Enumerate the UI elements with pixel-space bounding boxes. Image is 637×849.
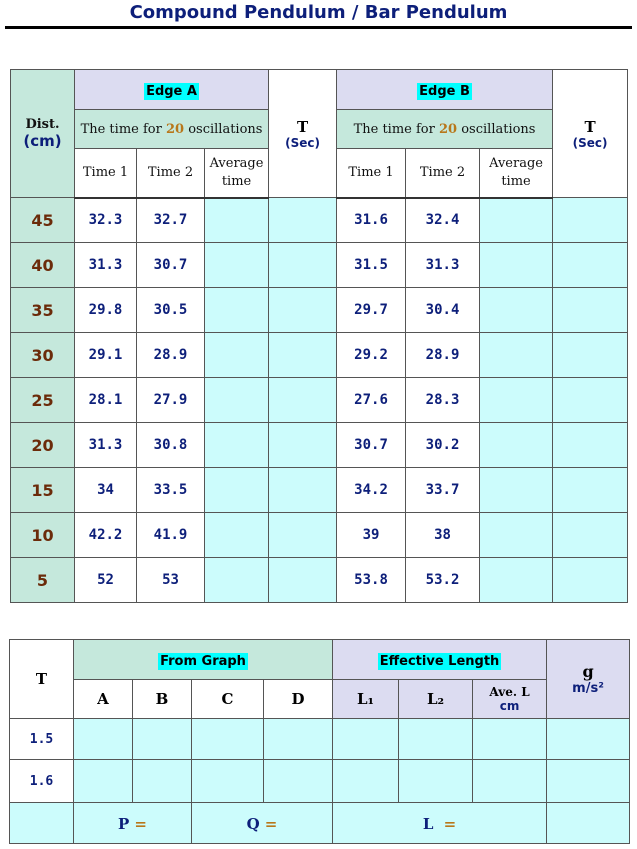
answer-cell[interactable] bbox=[74, 719, 133, 760]
answer-cell[interactable] bbox=[547, 803, 630, 844]
edge-b-average[interactable] bbox=[480, 558, 553, 603]
edge-a-time1: 28.1 bbox=[75, 378, 137, 423]
edge-b-period[interactable] bbox=[553, 198, 628, 243]
g-label: g bbox=[582, 662, 594, 681]
edge-a-average[interactable] bbox=[205, 333, 269, 378]
edge-a-time1: 52 bbox=[75, 558, 137, 603]
answer-cell[interactable] bbox=[473, 760, 547, 803]
t-label-b: T bbox=[584, 117, 596, 136]
results-table bbox=[9, 639, 630, 844]
edge-a-period[interactable] bbox=[269, 558, 337, 603]
measurement-row bbox=[11, 378, 628, 423]
from-graph-header bbox=[74, 640, 333, 680]
page-title: Compound Pendulum / Bar Pendulum bbox=[129, 2, 508, 23]
p-equals: = bbox=[134, 814, 147, 833]
distance-cell: 20 bbox=[11, 423, 75, 468]
time2-header-b: Time 2 bbox=[406, 149, 480, 198]
edge-b-time2: 28.3 bbox=[406, 378, 480, 423]
edge-b-time1: 29.7 bbox=[337, 288, 406, 333]
time1-header-b: Time 1 bbox=[337, 149, 406, 198]
measurement-row bbox=[11, 198, 628, 243]
avg-line1: Average bbox=[489, 155, 543, 171]
l2-header: L₂ bbox=[399, 680, 473, 719]
l1-header: L₁ bbox=[333, 680, 399, 719]
avg-header-a bbox=[205, 149, 269, 198]
edge-b-average[interactable] bbox=[480, 468, 553, 513]
edge-a-period[interactable] bbox=[269, 423, 337, 468]
oscillation-count: 20 bbox=[165, 121, 185, 137]
avg-line1: Average bbox=[209, 155, 264, 171]
answer-cell[interactable] bbox=[133, 760, 192, 803]
edge-b-time2: 28.9 bbox=[406, 333, 480, 378]
t-unit-b: (Sec) bbox=[572, 135, 608, 150]
answer-cell[interactable] bbox=[74, 760, 133, 803]
edge-a-time1: 29.1 bbox=[75, 333, 137, 378]
answer-cell[interactable] bbox=[133, 719, 192, 760]
time-for-prefix: The time for bbox=[353, 121, 435, 137]
edge-b-period[interactable] bbox=[553, 423, 628, 468]
edge-a-time2: 41.9 bbox=[137, 513, 205, 558]
edge-a-time2: 30.7 bbox=[137, 243, 205, 288]
time1-header-a: Time 1 bbox=[75, 149, 137, 198]
t-unit-a: (Sec) bbox=[285, 135, 320, 150]
edge-a-label: Edge A bbox=[146, 84, 197, 99]
dist-header bbox=[11, 70, 75, 198]
avg-line2: time bbox=[221, 173, 252, 189]
edge-b-time1: 29.2 bbox=[337, 333, 406, 378]
edge-b-average[interactable] bbox=[480, 288, 553, 333]
distance-cell: 45 bbox=[11, 198, 75, 243]
edge-b-time2: 30.4 bbox=[406, 288, 480, 333]
edge-a-time2: 33.5 bbox=[137, 468, 205, 513]
answer-cell[interactable] bbox=[399, 760, 473, 803]
dist-unit: (cm) bbox=[23, 132, 62, 150]
p-label: P bbox=[118, 814, 130, 833]
edge-a-time2: 30.8 bbox=[137, 423, 205, 468]
edge-a-period[interactable] bbox=[269, 378, 337, 423]
ave-l-header bbox=[473, 680, 547, 719]
edge-a-time2: 28.9 bbox=[137, 333, 205, 378]
ave-l-label: Ave. L bbox=[489, 685, 530, 699]
edge-a-time1: 29.8 bbox=[75, 288, 137, 333]
distance-cell: 30 bbox=[11, 333, 75, 378]
answer-cell[interactable] bbox=[333, 760, 399, 803]
edge-b-period[interactable] bbox=[553, 378, 628, 423]
col-c-header: C bbox=[192, 680, 264, 719]
edge-b-period[interactable] bbox=[553, 333, 628, 378]
title-underline bbox=[5, 26, 632, 29]
edge-a-time2: 30.5 bbox=[137, 288, 205, 333]
edge-b-average[interactable] bbox=[480, 378, 553, 423]
time-for-suffix: oscillations bbox=[188, 121, 263, 137]
answer-cell[interactable] bbox=[399, 719, 473, 760]
q-equals: = bbox=[264, 814, 278, 833]
edge-b-time2: 30.2 bbox=[406, 423, 480, 468]
time-for-suffix: oscillations bbox=[461, 121, 536, 137]
measurement-row bbox=[11, 558, 628, 603]
avg-header-b bbox=[480, 149, 553, 198]
answer-cell[interactable] bbox=[333, 719, 399, 760]
edge-b-label: Edge B bbox=[419, 84, 470, 99]
measurement-row bbox=[11, 243, 628, 288]
edge-a-period[interactable] bbox=[269, 468, 337, 513]
edge-a-period[interactable] bbox=[269, 243, 337, 288]
answer-cell[interactable] bbox=[547, 719, 630, 760]
edge-b-average[interactable] bbox=[480, 198, 553, 243]
g-header bbox=[547, 640, 630, 719]
l-label: L bbox=[422, 814, 434, 833]
edge-a-period[interactable] bbox=[269, 333, 337, 378]
t-header-a bbox=[269, 70, 337, 198]
distance-cell: 25 bbox=[11, 378, 75, 423]
edge-b-time2: 33.7 bbox=[406, 468, 480, 513]
edge-a-average[interactable] bbox=[205, 513, 269, 558]
distance-cell: 35 bbox=[11, 288, 75, 333]
q-label: Q bbox=[246, 814, 260, 833]
measurement-row bbox=[11, 288, 628, 333]
t-value-row: 1.5 bbox=[10, 719, 74, 760]
edge-b-average[interactable] bbox=[480, 423, 553, 468]
edge-a-average[interactable] bbox=[205, 288, 269, 333]
edge-b-time2: 32.4 bbox=[406, 198, 480, 243]
t-header: T bbox=[10, 640, 74, 719]
from-graph-label: From Graph bbox=[160, 654, 246, 669]
col-d-header: D bbox=[264, 680, 333, 719]
edge-a-period[interactable] bbox=[269, 513, 337, 558]
time-for-prefix: The time for bbox=[80, 121, 162, 137]
col-a-header: A bbox=[74, 680, 133, 719]
oscillations-caption-b bbox=[337, 110, 553, 149]
t-header-b bbox=[553, 70, 628, 198]
answer-cell[interactable] bbox=[192, 760, 264, 803]
answer-cell[interactable] bbox=[264, 719, 333, 760]
edge-b-period[interactable] bbox=[553, 468, 628, 513]
distance-cell: 5 bbox=[11, 558, 75, 603]
edge-a-time1: 42.2 bbox=[75, 513, 137, 558]
edge-b-time1: 31.5 bbox=[337, 243, 406, 288]
l-cell[interactable] bbox=[333, 803, 547, 844]
answer-cell[interactable] bbox=[547, 760, 630, 803]
edge-b-period[interactable] bbox=[553, 288, 628, 333]
edge-b-period[interactable] bbox=[553, 243, 628, 288]
edge-b-period[interactable] bbox=[553, 558, 628, 603]
edge-a-time1: 31.3 bbox=[75, 243, 137, 288]
edge-b-time1: 34.2 bbox=[337, 468, 406, 513]
distance-cell: 40 bbox=[11, 243, 75, 288]
edge-a-header bbox=[75, 70, 269, 110]
edge-b-time1: 27.6 bbox=[337, 378, 406, 423]
answer-cell[interactable] bbox=[10, 803, 74, 844]
edge-a-time1: 32.3 bbox=[75, 198, 137, 243]
edge-a-period[interactable] bbox=[269, 288, 337, 333]
edge-b-time1: 31.6 bbox=[337, 198, 406, 243]
edge-b-time1: 53.8 bbox=[337, 558, 406, 603]
time2-header-a: Time 2 bbox=[137, 149, 205, 198]
edge-a-time1: 31.3 bbox=[75, 423, 137, 468]
measurement-row bbox=[11, 513, 628, 558]
g-unit: m/s² bbox=[572, 681, 604, 696]
effective-length-label: Effective Length bbox=[379, 654, 500, 669]
effective-length-header bbox=[333, 640, 547, 680]
edge-a-average[interactable] bbox=[205, 558, 269, 603]
measurement-row bbox=[11, 333, 628, 378]
edge-b-average[interactable] bbox=[480, 333, 553, 378]
edge-b-header bbox=[337, 70, 553, 110]
t-value-row: 1.6 bbox=[10, 760, 74, 803]
edge-a-time2: 53 bbox=[137, 558, 205, 603]
answer-cell[interactable] bbox=[473, 719, 547, 760]
edge-b-time2: 38 bbox=[406, 513, 480, 558]
ave-l-unit: cm bbox=[499, 699, 520, 713]
distance-cell: 10 bbox=[11, 513, 75, 558]
edge-a-average[interactable] bbox=[205, 243, 269, 288]
edge-a-average[interactable] bbox=[205, 198, 269, 243]
edge-a-period[interactable] bbox=[269, 198, 337, 243]
col-b-header: B bbox=[133, 680, 192, 719]
measurement-row bbox=[11, 423, 628, 468]
q-cell[interactable] bbox=[192, 803, 333, 844]
edge-b-time1: 30.7 bbox=[337, 423, 406, 468]
measurement-row bbox=[11, 468, 628, 513]
t-label-a: T bbox=[296, 117, 309, 136]
distance-cell: 15 bbox=[11, 468, 75, 513]
edge-b-average[interactable] bbox=[480, 243, 553, 288]
edge-b-average[interactable] bbox=[480, 513, 553, 558]
edge-a-time1: 34 bbox=[75, 468, 137, 513]
oscillations-caption-a bbox=[75, 110, 269, 149]
edge-b-period[interactable] bbox=[553, 513, 628, 558]
edge-a-average[interactable] bbox=[205, 378, 269, 423]
measurement-table bbox=[10, 69, 628, 603]
edge-b-time2: 53.2 bbox=[406, 558, 480, 603]
l-equals: = bbox=[443, 814, 457, 833]
edge-a-time2: 32.7 bbox=[137, 198, 205, 243]
edge-b-time2: 31.3 bbox=[406, 243, 480, 288]
answer-cell[interactable] bbox=[192, 719, 264, 760]
avg-line2: time bbox=[501, 173, 531, 189]
edge-a-average[interactable] bbox=[205, 468, 269, 513]
p-cell[interactable] bbox=[74, 803, 192, 844]
dist-label: Dist. bbox=[25, 117, 60, 132]
edge-a-time2: 27.9 bbox=[137, 378, 205, 423]
oscillation-count: 20 bbox=[438, 121, 458, 137]
edge-b-time1: 39 bbox=[337, 513, 406, 558]
edge-a-average[interactable] bbox=[205, 423, 269, 468]
answer-cell[interactable] bbox=[264, 760, 333, 803]
